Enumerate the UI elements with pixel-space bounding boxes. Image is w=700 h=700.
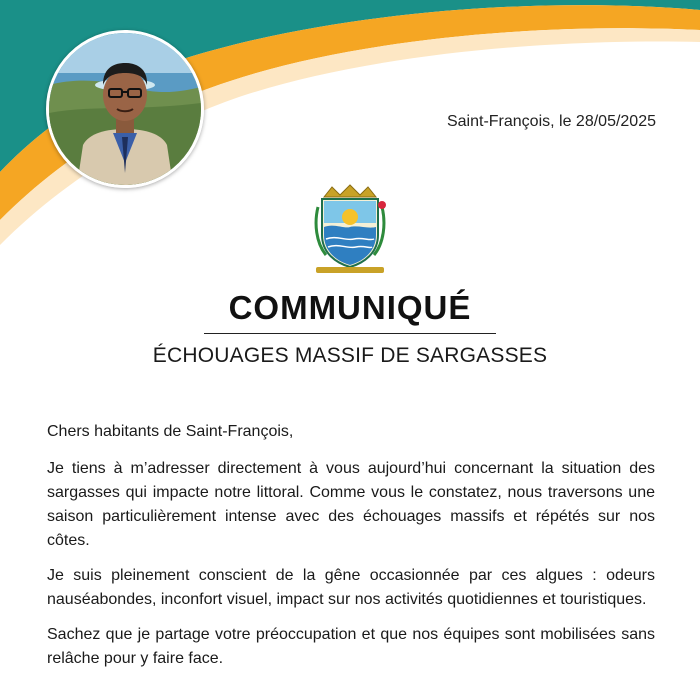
letter-body bbox=[47, 420, 655, 682]
mayor-portrait bbox=[46, 30, 204, 188]
greeting: Chers habitants de Saint-François, bbox=[47, 423, 294, 440]
paragraph-1: Je tiens à m’adresser directement à vous aujourd’hui concernant la situation des sargasses qui impacte notre littoral. Comme vous le constatez, nous traversons une saison particulièrement intense avec des échouages massifs et répétés sur nos côtes. bbox=[47, 460, 655, 549]
municipal-coat-of-arms-icon bbox=[310, 183, 390, 275]
document-subtitle: ÉCHOUAGES MASSIF DE SARGASSES bbox=[152, 344, 548, 367]
paragraph-2: Je suis pleinement conscient de la gêne occasionnée par ces algues : odeurs nauséabondes, inconfort visuel, impact sur nos activités quotidiennes et touristiques. bbox=[47, 567, 655, 608]
date-location: Saint-François, le 28/05/2025 bbox=[446, 113, 656, 130]
title-underline bbox=[204, 333, 496, 334]
paragraph-3: Sachez que je partage votre préoccupation et que nos équipes sont mobilisées sans relâche pour y faire face. bbox=[47, 626, 655, 667]
document-title: COMMUNIQUÉ bbox=[228, 289, 472, 326]
